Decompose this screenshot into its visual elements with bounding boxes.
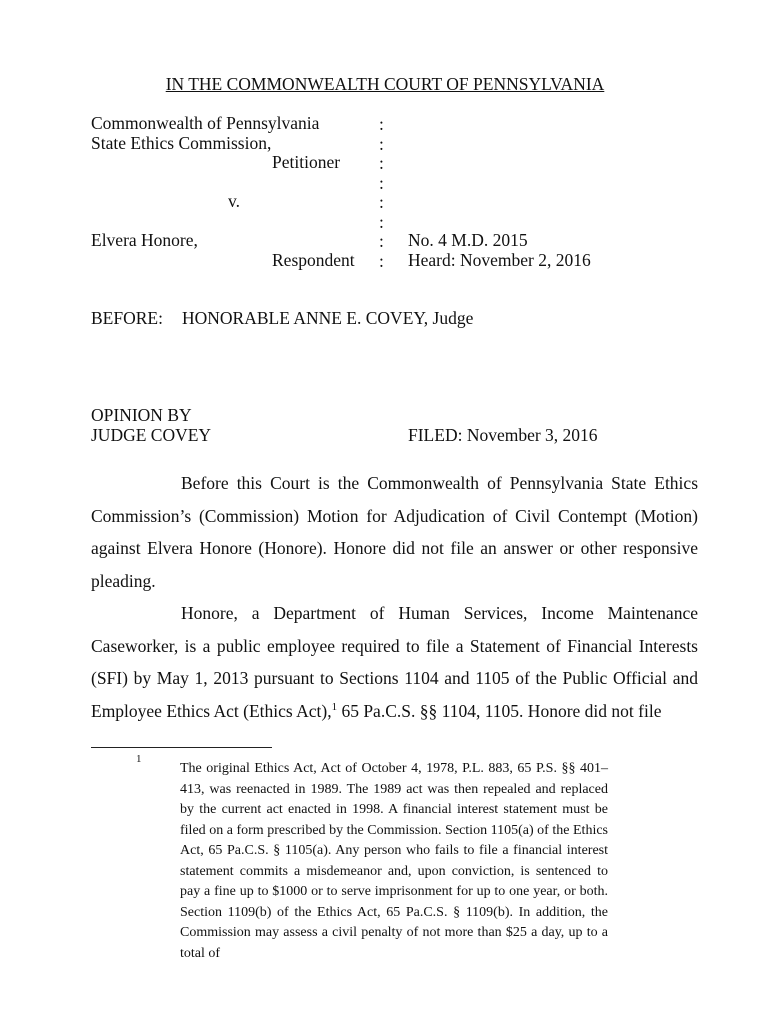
caption-colon: : [379,114,384,134]
petitioner-name-line2: State Ethics Commission, [91,133,272,153]
footnote-paragraph: The original Ethics Act, Act of October 4, 1978, P.L. 883, 65 P.S. §§ 401–413, was reenacted in 1989. The 1989 act was then repealed and replaced by the current act enacted in 1998. A financial interest statement must be filed on a form prescribed by the Commission. Section 1105(a) of the Ethics Act, 65 Pa.C.S. § 1105(a). Any person who fails to file a financial interest statement commits a misdemeanor and, upon conviction, is sentenced to pay a fine up to $1000 or to serve imprisonment for up to one year, or both. Section 1109(b) of the Ethics Act, 65 Pa.C.S. § 1109(b). In addition, the Commission may assess a civil penalty of not more than $25 a day, up to a total of [180,761,608,961]
heard-date: Heard: November 2, 2016 [408,250,591,270]
respondent-role: Respondent [272,250,355,270]
petitioner-name-line1: Commonwealth of Pennsylvania [91,113,320,133]
opinion-by-line1: OPINION BY [91,405,192,425]
caption-colon: : [379,192,384,212]
petitioner-role: Petitioner [272,152,341,172]
docket-number: No. 4 M.D. 2015 [408,230,528,250]
before-label: BEFORE: [91,308,163,328]
respondent-name: Elvera Honore, [91,230,198,250]
footnote-number: 1 [136,753,142,765]
opinion-body [91,467,698,727]
filed-date: FILED: November 3, 2016 [408,425,598,445]
before-judge: HONORABLE ANNE E. COVEY, Judge [182,308,474,328]
footnote-reference[interactable]: 1 [331,700,338,713]
paragraph-2 [91,597,698,727]
caption-colon: : [379,251,384,271]
caption-colon: : [379,153,384,173]
court-heading: IN THE COMMONWEALTH COURT OF PENNSYLVANIA [165,74,605,94]
caption-colon: : [379,134,384,154]
versus: v. [228,191,240,211]
paragraph-2-text-a: Honore, a Department of Human Services, Income Maintenance Caseworker, is a public employee required to file a Statement of Financial Interests (SFI) by May 1, 2013 pursuant to Sections 1104 and 1105 of the Public Official and Employee Ethics Act (Ethics Act), [91,603,698,721]
opinion-by-line2: JUDGE COVEY [91,425,212,445]
caption-colon: : [379,212,384,232]
caption-colon: : [379,231,384,251]
paragraph-1: Before this Court is the Commonwealth of Pennsylvania State Ethics Commission’s (Commission) Motion for Adjudication of Civil Contempt (Motion) against Elvera Honore (Honore). Honore did not file an answer or other responsive pleading. [91,473,698,591]
caption-colon: : [379,173,384,193]
paragraph-2-text-b: 65 Pa.C.S. §§ 1104, 1105. Honore did not file [337,700,662,721]
footnote-divider [91,747,272,748]
footnote-text [180,759,608,964]
